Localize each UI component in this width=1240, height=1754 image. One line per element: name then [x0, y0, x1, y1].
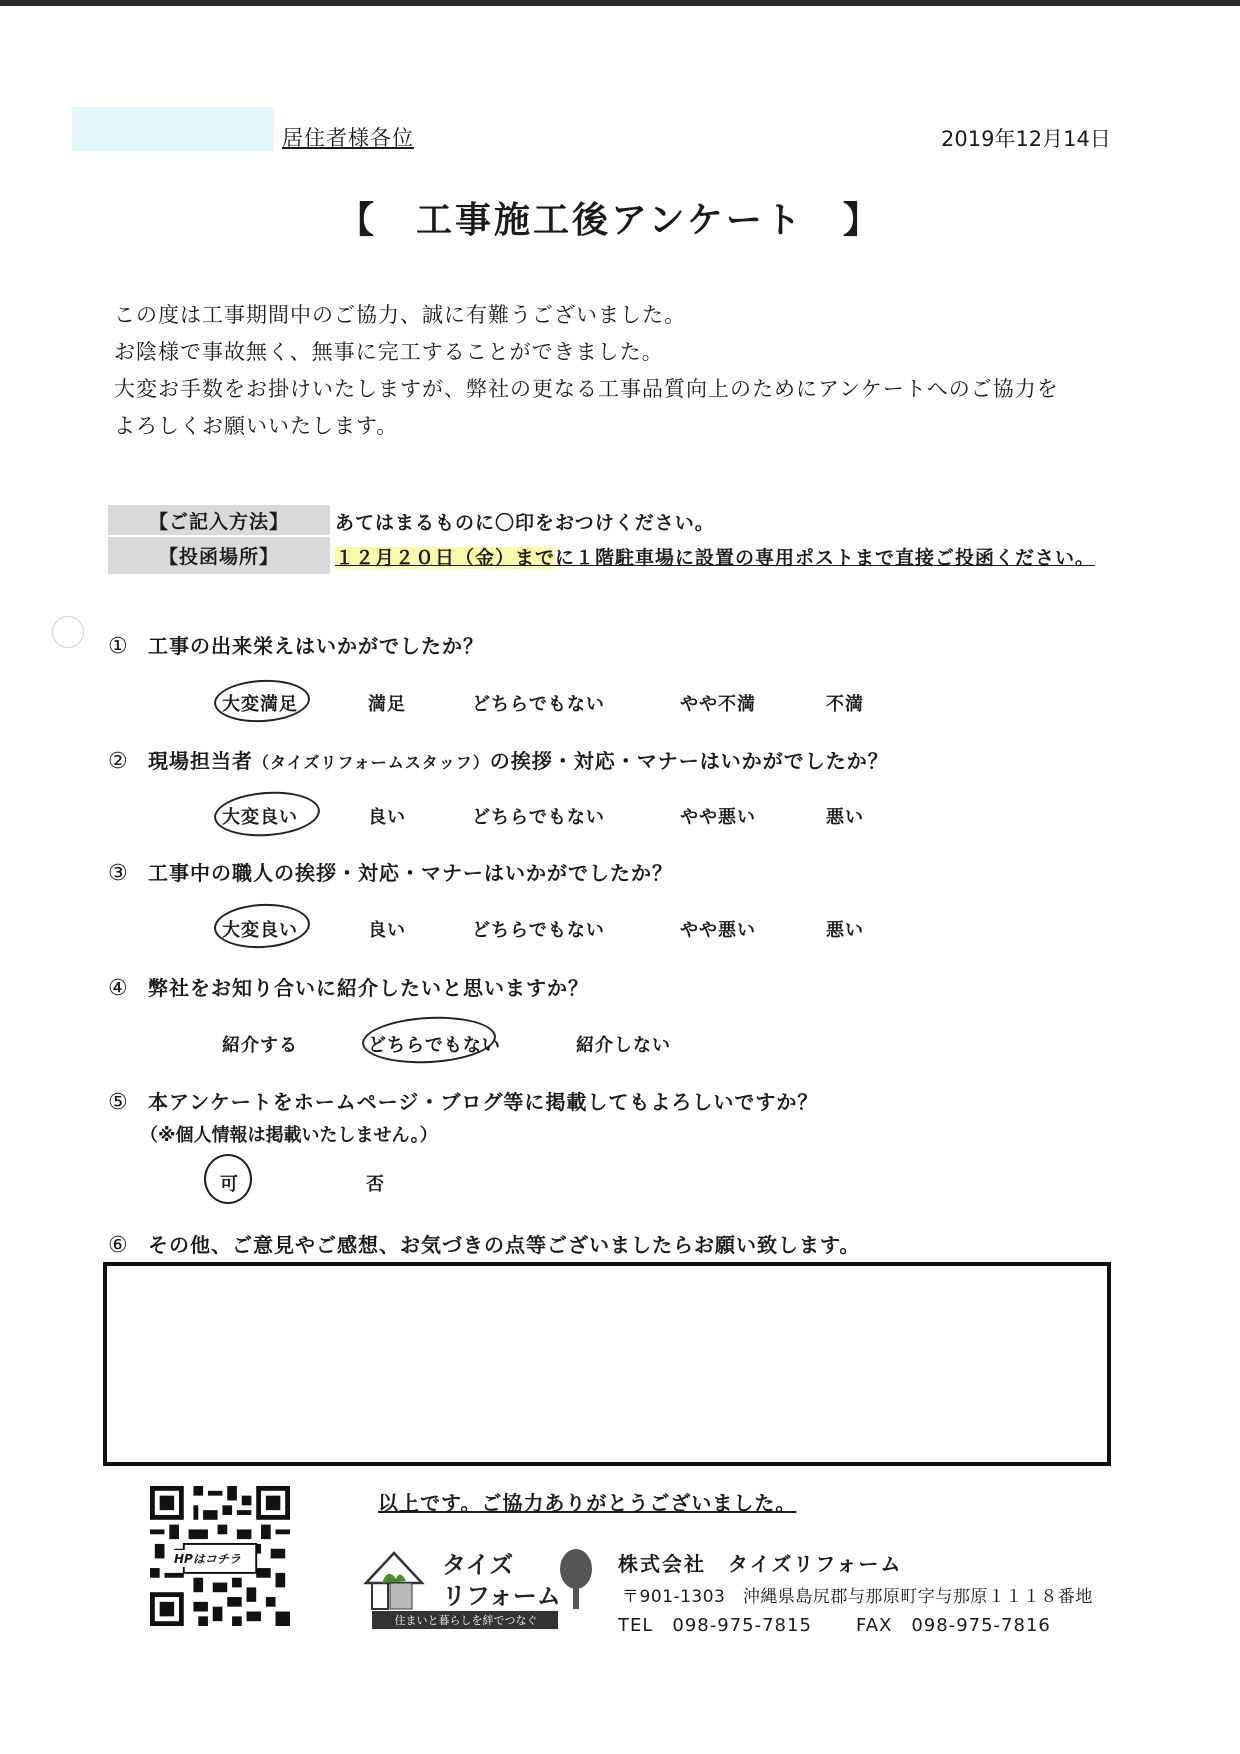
qr-caption: HPはコチラ [174, 1552, 241, 1566]
deadline-highlight: １２月２０日（金）まで [335, 547, 556, 569]
selection-circle [213, 902, 311, 951]
question-text: 現場担当者 [148, 749, 253, 773]
intro-line: よろしくお願いいたします。 [114, 414, 399, 438]
q3-option-1[interactable]: 大変良い [222, 920, 298, 941]
question-text-small: （タイズリフォームスタッフ） [253, 753, 490, 772]
question-number: ⑥ [108, 1233, 129, 1258]
intro-line: 大変お手数をお掛けいたしますが、弊社の更なる工事品質向上のためにアンケートへのご協力を [114, 377, 1059, 401]
q1-option-1[interactable]: 大変満足 [222, 694, 298, 715]
q3-option-4[interactable]: やや悪い [680, 920, 756, 941]
question-text: 弊社をお知り合いに紹介したいと思いますか？ [148, 976, 589, 1000]
q5-option-1[interactable]: 可 [220, 1174, 239, 1195]
question-1 [108, 630, 484, 659]
document-date: 2019年12月14日 [941, 127, 1111, 151]
question-text: 本アンケートをホームページ・ブログ等に掲載してもよろしいですか？ [148, 1090, 819, 1114]
question-number: ② [108, 749, 129, 774]
redacted-building-name [72, 107, 274, 151]
q4-option-1[interactable]: 紹介する [222, 1035, 298, 1056]
q5-option-2[interactable]: 否 [366, 1174, 385, 1195]
company-address: 〒901-1303 沖縄県島尻郡与那原町字与那原１１１８番地 [622, 1587, 1093, 1607]
logo-text-bottom: リフォーム [442, 1582, 561, 1610]
phone-number: TEL 098-975-7815 [618, 1615, 812, 1636]
q2-option-3[interactable]: どちらでもない [472, 807, 605, 828]
fax-number: FAX 098-975-7816 [856, 1615, 1051, 1636]
q3-option-3[interactable]: どちらでもない [472, 920, 605, 941]
question-3 [108, 857, 673, 886]
question-number: ① [108, 634, 129, 659]
q2-option-5[interactable]: 悪い [826, 807, 864, 828]
q2-option-1[interactable]: 大変良い [222, 807, 298, 828]
selection-circle [361, 1014, 497, 1067]
q3-option-2[interactable]: 良い [368, 920, 406, 941]
selection-circle [213, 788, 322, 839]
page-edge [0, 0, 1240, 6]
selection-circle [204, 1154, 252, 1204]
comment-box[interactable] [103, 1262, 1111, 1466]
selection-circle [213, 678, 311, 725]
punch-hole-mark [52, 616, 84, 648]
q4-option-3[interactable]: 紹介しない [576, 1035, 671, 1056]
company-name: 株式会社 タイズリフォーム [618, 1552, 903, 1576]
submit-place-text [335, 543, 1095, 570]
q2-option-4[interactable]: やや悪い [680, 807, 756, 828]
q1-option-5[interactable]: 不満 [826, 694, 864, 715]
q2-option-2[interactable]: 良い [368, 807, 406, 828]
question-text: その他、ご意見やご感想、お気づきの点等ございましたらお願い致します。 [148, 1233, 861, 1257]
addressee: 居住者様各位 [282, 126, 414, 150]
question-number: ⑤ [108, 1090, 129, 1115]
submit-instruction: に１階駐車場に設置の専用ポストまで直接ご投函ください。 [555, 547, 1096, 569]
question-6 [108, 1229, 860, 1258]
question-text: 工事の出来栄えはいかがでしたか？ [148, 634, 484, 658]
question-number: ④ [108, 976, 129, 1001]
q1-option-3[interactable]: どちらでもない [472, 694, 605, 715]
logo-text-top: タイズ [442, 1551, 514, 1579]
page-title: 【 工事施工後アンケート 】 [338, 200, 882, 241]
question-text-rest: の挨拶・対応・マナーはいかがでしたか？ [489, 749, 889, 773]
submit-place-label: 【投函場所】 [108, 537, 330, 574]
q1-option-4[interactable]: やや不満 [680, 694, 756, 715]
question-text: 工事中の職人の挨拶・対応・マナーはいかがでしたか？ [148, 861, 673, 885]
q1-option-2[interactable]: 満足 [368, 694, 406, 715]
question-number: ③ [108, 861, 129, 886]
question-4 [108, 972, 589, 1001]
q4-option-2[interactable]: どちらでもない [368, 1035, 501, 1056]
question-5 [108, 1086, 818, 1115]
closing-thanks: 以上です。ご協力ありがとうございました。 [378, 1491, 797, 1515]
q3-option-5[interactable]: 悪い [826, 920, 864, 941]
intro-text [114, 297, 1059, 445]
fill-method-label: 【ご記入方法】 [108, 505, 330, 535]
question-2 [108, 745, 889, 774]
logo-tagline: 住まいと暮らしを絆でつなぐ [394, 1614, 538, 1627]
privacy-note: （※個人情報は掲載いたしません。） [140, 1125, 438, 1146]
fill-method-text: あてはまるものに〇印をおつけください。 [335, 512, 715, 534]
intro-line: お陰様で事故無く、無事に完工することができました。 [114, 340, 664, 364]
intro-line: この度は工事期間中のご協力、誠に有難うございました。 [114, 303, 686, 327]
company-logo [362, 1545, 598, 1629]
